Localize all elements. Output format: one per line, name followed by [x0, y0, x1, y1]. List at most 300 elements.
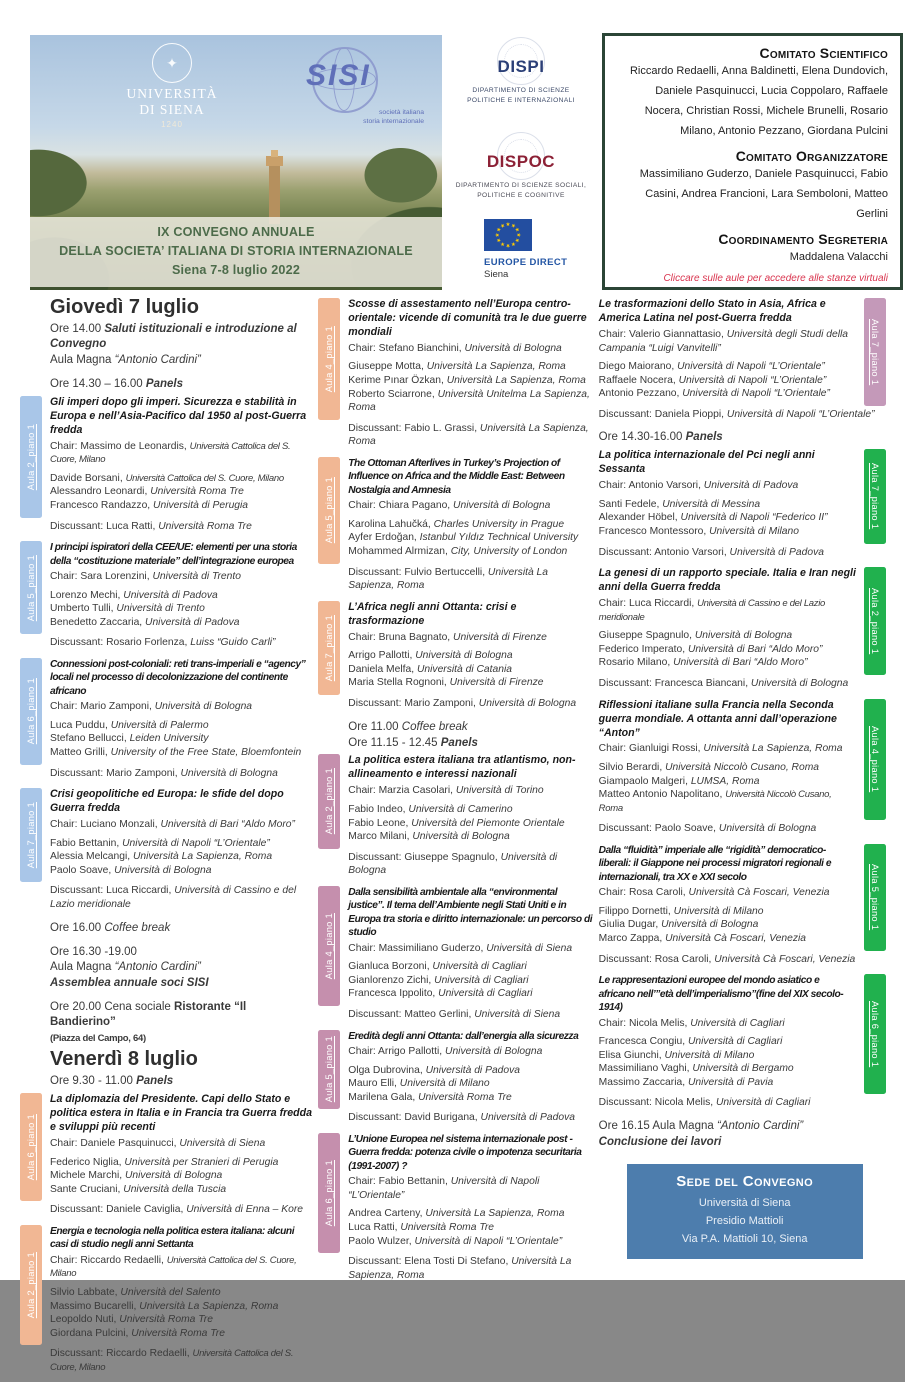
- session-speaker: [348, 649, 593, 663]
- person-affiliation: Università di Bari “Aldo Moro”: [687, 643, 823, 655]
- person-name: Fabio Indeo,: [348, 804, 409, 815]
- person-name: Filippo Dornetti,: [598, 905, 674, 917]
- session-discussant: [599, 408, 886, 422]
- person-affiliation: University of the Free State, Bloemfontein: [110, 747, 302, 759]
- session-body: [599, 699, 856, 821]
- person-affiliation: Università di Cagliari: [434, 974, 529, 986]
- person-name: Kerime Pınar Özkan,: [348, 375, 447, 387]
- session-row: [599, 699, 886, 821]
- aula-tab[interactable]: [20, 396, 42, 518]
- person-name: Massimo de Leonardis,: [80, 440, 190, 452]
- session-speakers: [348, 803, 593, 844]
- session-body: [50, 658, 313, 765]
- person-name: Umberto Tulli,: [50, 603, 117, 615]
- person-affiliation: Università di Bologna: [180, 767, 278, 779]
- person-name: Luca Ratti,: [348, 1222, 401, 1234]
- person-affiliation: Università Cà Foscari, Venezia: [714, 953, 856, 965]
- person-name: Raffaele Nocera,: [598, 374, 679, 386]
- session-row: [20, 1093, 313, 1201]
- person-name: Mohammed Alrmizan,: [348, 546, 451, 558]
- session-speaker: [50, 719, 313, 733]
- person-name: Fabio Bettanin,: [378, 1176, 451, 1188]
- person-affiliation: Università Niccolò Cusano, Roma: [665, 762, 820, 774]
- person-affiliation: Università di Catania: [416, 663, 512, 675]
- aula-tab[interactable]: [318, 754, 340, 848]
- committee-members: Maddalena Valacchi: [789, 251, 888, 264]
- program-line-part: Ore 14.00: [50, 323, 105, 335]
- aula-tab-label: Aula 4_piano 1: [870, 726, 880, 793]
- person-affiliation: Università di Bologna: [415, 650, 513, 662]
- session-speakers: [599, 360, 856, 401]
- session-title: La politica internazionale del Pci negli anni Sessanta: [598, 449, 815, 476]
- person-prefix: Discussant:: [598, 408, 655, 420]
- title-banner: [30, 217, 442, 287]
- person-name: Olga Dubrovina,: [348, 1064, 426, 1076]
- person-affiliation: Università di Enna – Kore: [186, 1204, 303, 1216]
- person-affiliation: Università di Milano: [399, 1078, 490, 1090]
- program-line-part: Ore 11.15 - 12.45: [348, 736, 441, 749]
- aula-tab-label: Aula 2_piano 1: [324, 768, 335, 835]
- committee-box: [602, 33, 903, 290]
- person-prefix: Discussant:: [348, 1009, 405, 1021]
- session-chair: [599, 597, 856, 624]
- dispoc-name: DISPOC: [486, 151, 556, 171]
- person-prefix: Discussant:: [348, 1256, 405, 1268]
- person-affiliation: Università di Siena: [474, 1009, 561, 1021]
- person-affiliation: Università di Camerino: [408, 804, 513, 815]
- session-chair: [599, 886, 856, 900]
- session-chair: [348, 342, 593, 356]
- person-affiliation: Università di Padova: [480, 1112, 575, 1124]
- person-name: Gianlorenzo Zichi,: [348, 974, 435, 986]
- session-speaker: [599, 498, 856, 512]
- session-discussant: [348, 851, 593, 878]
- person-name: Luca Puddu,: [50, 719, 111, 731]
- committee-title: Coordinamento Segreteria: [718, 231, 888, 248]
- session-discussant: [348, 422, 593, 449]
- sisi-caption-line2: storia internazionale: [363, 117, 424, 125]
- program-line-part: Ore 16.15 Aula Magna: [598, 1120, 717, 1133]
- aula-tab[interactable]: [318, 886, 340, 1006]
- session-discussant: [50, 884, 313, 911]
- program-line: [50, 377, 313, 392]
- person-affiliation: Università La Sapienza, Roma: [348, 566, 549, 592]
- venue-box: [627, 1164, 863, 1259]
- europe-direct-logo: [442, 219, 600, 280]
- dispoc-caption: [442, 181, 600, 201]
- person-affiliation: Università di Cagliari: [432, 961, 527, 973]
- eu-star-icon: ★: [495, 232, 501, 238]
- person-name: Antonio Pezzano,: [598, 388, 683, 400]
- person-affiliation: Università di Bologna: [718, 823, 817, 835]
- session-chair: [50, 818, 313, 832]
- session-discussant: [348, 566, 593, 593]
- aula-tab[interactable]: [318, 1030, 340, 1110]
- committee-title: Comitato Organizzatore: [735, 148, 888, 165]
- program-column-left: [20, 294, 313, 1382]
- person-prefix: Chair:: [348, 942, 379, 954]
- session-row: [318, 754, 593, 848]
- person-affiliation: Università di Bologna: [154, 701, 253, 713]
- aula-tab[interactable]: [318, 298, 340, 420]
- person-affiliation: Università La Sapienza, Roma: [348, 1256, 572, 1281]
- program-line-part: Saluti istituzionali e introduzione al Convegno: [50, 323, 297, 350]
- session-row: [599, 844, 886, 951]
- session-discussant: [599, 677, 886, 691]
- program-line: [50, 1074, 313, 1089]
- program-line: [599, 1119, 886, 1134]
- unisi-seal-icon: ✦: [152, 43, 192, 83]
- session: [599, 844, 886, 966]
- session: [318, 601, 593, 711]
- person-name: Paolo Soave,: [654, 823, 719, 835]
- session-title: L’Unione Europea nel sistema internazionale post - Guerra fredda: potenza civile o impotenza securitaria (1991-2007) ?: [348, 1133, 582, 1172]
- person-name: Giuseppe Spagnulo,: [598, 630, 695, 642]
- person-prefix: Discussant:: [50, 885, 107, 897]
- person-affiliation: Università di Bologna: [661, 919, 759, 931]
- session-chair: [348, 1175, 593, 1202]
- session-discussant: [348, 697, 593, 711]
- aula-tab[interactable]: [864, 974, 886, 1094]
- session-speakers: [50, 1156, 313, 1197]
- session-title: La genesi di un rapporto speciale. Italia e Iran negli anni della Guerra fredda: [598, 567, 856, 594]
- person-prefix: Discussant:: [348, 422, 405, 434]
- session-body: [50, 1093, 313, 1201]
- person-affiliation: Università La Sapienza, Roma: [703, 743, 843, 755]
- aula-tab[interactable]: [20, 541, 42, 634]
- person-affiliation: Università Cattolica del S. Cuore, Milano: [50, 1254, 297, 1280]
- person-name: Diego Maiorano,: [598, 361, 678, 373]
- session-discussant: [50, 1347, 313, 1374]
- person-name: Riccardo Redaelli,: [80, 1254, 167, 1266]
- aula-tab[interactable]: [20, 1093, 42, 1201]
- person-affiliation: Università di Cagliari: [690, 1017, 785, 1029]
- aula-tab[interactable]: [864, 449, 886, 543]
- session-speaker: [50, 746, 313, 760]
- person-affiliation: Università di Bergamo: [692, 1063, 794, 1075]
- person-affiliation: LUMSA, Roma: [690, 775, 760, 787]
- person-affiliation: Università di Trento: [116, 603, 205, 615]
- person-affiliation: Università di Padova: [123, 589, 218, 601]
- person-prefix: Chair:: [598, 1017, 629, 1029]
- person-name: Gianluca Borzoni,: [348, 961, 433, 973]
- program-line-part: Ristorante “Il Bandierino”: [50, 1001, 247, 1029]
- aula-tab-label: Aula 5_piano 1: [26, 554, 36, 621]
- session-speaker: [348, 817, 593, 831]
- person-affiliation: Università di Napoli “L’Orientale”: [122, 837, 270, 849]
- person-name: Sante Cruciani,: [50, 1183, 124, 1195]
- person-name: Luca Riccardi,: [106, 885, 175, 897]
- session-body: [348, 886, 593, 1006]
- program-line-part: Conclusione dei lavori: [598, 1135, 722, 1148]
- person-name: Benedetto Zaccaria,: [50, 616, 146, 628]
- aula-tab[interactable]: [318, 457, 340, 564]
- person-affiliation: Luiss “Guido Carli”: [190, 637, 276, 649]
- person-affiliation: Università di Napoli “L’Orientale”: [682, 388, 830, 400]
- person-name: Federico Imperato,: [598, 643, 688, 655]
- session-title: La diplomazia del Presidente. Capi dello Stato e politica estera in Italia e in Francia tra Guerra fredda e sviluppi più recenti: [50, 1093, 312, 1134]
- session-speaker: [348, 1077, 593, 1091]
- person-affiliation: Università del Salento: [120, 1286, 221, 1298]
- aula-tab-label: Aula 2_piano 1: [870, 587, 880, 655]
- session-chair: [50, 1137, 313, 1151]
- program-column-middle: [318, 294, 593, 1382]
- person-name: Elisa Giunchi,: [598, 1049, 665, 1061]
- session: [599, 298, 886, 421]
- person-prefix: Discussant:: [598, 1097, 655, 1109]
- session-chair: [348, 1045, 593, 1059]
- session-body: [599, 298, 856, 406]
- person-affiliation: Università di Milano: [709, 526, 799, 538]
- person-name: Massimo Zaccaria,: [598, 1076, 688, 1088]
- person-name: Leopoldo Nuti,: [50, 1314, 120, 1326]
- dispoc-logo: [442, 130, 600, 201]
- session-title: Dalla “fluidità” imperiale alle “rigidità” democratico-liberali: il Giappone nei processi migratori regionali e internazionali, tra XX e XXI secolo: [598, 844, 832, 883]
- person-affiliation: Università La Sapienza, Roma: [132, 851, 273, 863]
- session-speaker: [50, 472, 313, 486]
- person-affiliation: Università di Siena: [486, 942, 573, 954]
- session-speaker: [50, 616, 313, 630]
- person-affiliation: Università La Sapienza, Roma: [425, 1208, 565, 1220]
- person-affiliation: Università Cà Foscari, Venezia: [665, 933, 807, 945]
- session-row: [599, 298, 886, 406]
- program-line: [50, 353, 313, 368]
- session-chair: [348, 499, 593, 513]
- person-affiliation: Università Roma Tre: [119, 1314, 213, 1326]
- banner-line2: DELLA SOCIETA’ ITALIANA DI STORIA INTERNAZIONALE: [59, 244, 413, 259]
- session-title: Le trasformazioni dello Stato in Asia, Africa e America Latina nel post-Guerra fredda: [598, 298, 826, 324]
- eu-star-icon: ★: [505, 221, 511, 228]
- venue-line: Presidio Mattioli: [705, 1215, 784, 1228]
- person-prefix: Discussant:: [598, 678, 655, 689]
- session: [318, 298, 593, 449]
- aula-tab[interactable]: [864, 298, 886, 406]
- person-name: Fabio Bettanin,: [50, 837, 123, 849]
- person-name: Karolina Lahučká,: [348, 518, 434, 530]
- session-title: Dalla sensibilità ambientale alla “environmental justice”. Il tema dell’Ambiente negli Stati Uniti e in Europa tra storia e diritto internazionale: un percorso di studio: [348, 886, 593, 939]
- session-speakers: [348, 649, 593, 690]
- aula-tab-label: Aula 7_piano 1: [324, 614, 335, 682]
- session-speaker: [599, 374, 856, 388]
- session-speaker: [599, 1049, 856, 1063]
- session-speakers: [599, 498, 856, 539]
- person-prefix: Chair:: [348, 342, 379, 354]
- program-line: [50, 976, 313, 991]
- person-affiliation: Università del Piemonte Orientale: [411, 817, 565, 829]
- program-line-part: Panels: [685, 431, 723, 444]
- person-name: Ayfer Erdoğan,: [348, 532, 420, 544]
- person-prefix: Chair:: [348, 785, 379, 797]
- session-title: La politica estera italiana tra atlantismo, non-allineamento e interessi nazionali: [348, 754, 576, 781]
- session-speaker: [599, 1035, 856, 1049]
- banner-line3: Siena 7-8 luglio 2022: [171, 263, 301, 278]
- person-affiliation: Università Cà Foscari, Venezia: [688, 887, 830, 899]
- program-line: [50, 945, 313, 960]
- person-name: Paolo Wulzer,: [348, 1235, 415, 1247]
- session-speaker: [50, 1169, 313, 1183]
- aula-tab[interactable]: [864, 567, 886, 675]
- sisi-caption: [363, 109, 424, 127]
- eu-star-icon: ★: [499, 222, 507, 230]
- program-line: [599, 430, 886, 445]
- session-chair: [50, 440, 313, 467]
- aula-tab-label: Aula 6_piano 1: [26, 1114, 36, 1181]
- program-column-right: [599, 294, 886, 1382]
- program-line: [50, 960, 313, 975]
- session-row: [318, 601, 593, 695]
- aula-tab[interactable]: [864, 699, 886, 821]
- aula-tab[interactable]: [20, 1225, 42, 1345]
- session-speaker: [348, 974, 593, 988]
- aula-tab[interactable]: [20, 658, 42, 765]
- session-speaker: [50, 864, 313, 878]
- session-speakers: [50, 837, 313, 878]
- person-affiliation: Università di Firenze: [453, 631, 547, 643]
- session-speaker: [599, 932, 856, 946]
- person-affiliation: Università di Messina: [662, 498, 761, 510]
- person-affiliation: Università Cattolica del S. Cuore, Milano: [50, 440, 291, 466]
- session-speakers: [50, 589, 313, 630]
- session: [318, 754, 593, 877]
- session-speakers: [348, 518, 593, 559]
- person-name: Antonio Varsori,: [654, 546, 730, 558]
- person-affiliation: Università di Padova: [425, 1064, 520, 1076]
- program-line-part: Aula Magna: [50, 961, 115, 974]
- person-affiliation: Università di Bologna: [412, 831, 510, 843]
- aula-tab[interactable]: [318, 1133, 340, 1253]
- session-speakers: [599, 905, 856, 946]
- session-chair: [50, 700, 313, 714]
- person-affiliation: Università di Cagliari: [716, 1097, 811, 1109]
- person-affiliation: Charles University in Prague: [433, 518, 565, 530]
- session-speaker: [348, 1221, 593, 1235]
- person-prefix: Discussant:: [348, 1112, 405, 1124]
- person-prefix: Discussant:: [50, 767, 107, 779]
- person-affiliation: Università Unitelma La Sapienza, Roma: [348, 388, 590, 414]
- session-discussant: [599, 953, 886, 967]
- person-prefix: Chair:: [598, 887, 629, 899]
- session-speakers: [348, 360, 593, 414]
- session-speaker: [599, 525, 856, 539]
- person-affiliation: Università di Napoli “L’Orientale”: [726, 408, 875, 420]
- session-row: [318, 1133, 593, 1253]
- person-name: Silvio Labbate,: [50, 1286, 121, 1298]
- session-chair: [348, 784, 593, 798]
- person-name: Daniele Pasquinucci,: [80, 1137, 180, 1149]
- person-name: Luca Ratti,: [106, 520, 159, 532]
- person-name: Massimiliano Guderzo,: [378, 942, 487, 954]
- person-prefix: Discussant:: [598, 953, 655, 965]
- person-prefix: Discussant:: [50, 637, 107, 649]
- person-affiliation: Università Roma Tre: [418, 1091, 512, 1103]
- person-name: Valerio Giannattasio,: [629, 328, 727, 340]
- session-row: [20, 1225, 313, 1345]
- person-affiliation: Università di Bari “Aldo Moro”: [673, 657, 808, 669]
- person-affiliation: Università La Sapienza, Roma: [139, 1300, 279, 1312]
- session-speaker: [599, 511, 856, 525]
- committee-members: Riccardo Redaelli, Anna Baldinetti, Elena Dundovich, Daniele Pasquinucci, Lucia Coppolaro, Raffaele Nocera, Christian Rossi, Michele Brunelli, Rosario Milano, Antonio Pezzano, Giordana Pulcini: [629, 65, 888, 138]
- person-name: Giuseppe Motta,: [348, 361, 427, 373]
- session-speaker: [348, 1064, 593, 1078]
- person-name: Francesca Biancani,: [654, 678, 751, 689]
- session-speakers: [348, 960, 593, 1001]
- session-speaker: [50, 1313, 313, 1327]
- person-name: Giordana Pulcini,: [50, 1327, 132, 1339]
- aula-tab[interactable]: [318, 601, 340, 695]
- person-prefix: Discussant:: [50, 1348, 107, 1360]
- person-name: Luciano Monzali,: [80, 819, 161, 831]
- person-affiliation: Università di Trento: [152, 571, 241, 583]
- eu-star-icon: ★: [505, 241, 511, 248]
- dispoc-caption-line1: DIPARTIMENTO DI SCIENZE SOCIALI,: [455, 181, 587, 189]
- session-title: Le rappresentazioni europee del mondo asiatico e africano nell’”età dell’imperialismo”(fine del XIX secolo-1914): [598, 975, 844, 1014]
- unisi-logo-year: 1240: [161, 120, 183, 129]
- person-prefix: Chair:: [348, 1046, 379, 1058]
- session-body: [348, 1030, 593, 1110]
- session-discussant: [599, 822, 886, 836]
- session-speaker: [348, 545, 593, 559]
- eu-star-icon: ★: [509, 239, 517, 248]
- aula-tab[interactable]: [864, 844, 886, 951]
- session-title: Riflessioni italiane sulla Francia nella Seconda guerra mondiale. A ottanta anni dall’operazione “Anton”: [598, 698, 837, 739]
- europe-direct-place: Siena: [484, 268, 509, 280]
- aula-tab-label: Aula 7_piano 1: [26, 802, 36, 869]
- session-speaker: [50, 589, 313, 603]
- unisi-logo: [92, 43, 252, 129]
- person-name: Nicola Melis,: [629, 1017, 691, 1029]
- person-name: Rosa Caroli,: [654, 953, 715, 965]
- session-title: Connessioni post-coloniali: reti trans-imperiali e “agency” locali nel processo di decolonizzazione del continente africano: [50, 658, 306, 697]
- session-speaker: [599, 905, 856, 919]
- session: [599, 449, 886, 559]
- session: [318, 886, 593, 1022]
- program-line: [50, 921, 313, 936]
- person-name: Mario Zamponi,: [106, 767, 181, 779]
- unisi-logo-line2: DI SIENA: [139, 102, 205, 117]
- aula-tab-label: Aula 5_piano 1: [324, 1036, 335, 1103]
- person-affiliation: Università di Bologna: [750, 678, 849, 689]
- aula-tab[interactable]: [20, 788, 42, 882]
- person-affiliation: Università di Cassino e del Lazio meridionale: [50, 885, 297, 910]
- session-body: [348, 754, 593, 848]
- session-speaker: [348, 360, 593, 374]
- session-speaker: [50, 1286, 313, 1300]
- person-name: Fabio Leone,: [348, 817, 412, 829]
- aula-tab-label: Aula 2_piano 1: [26, 1251, 36, 1319]
- person-affiliation: Università di Milano: [673, 905, 764, 917]
- eu-star-icon: ★: [509, 222, 517, 230]
- session-discussant: [50, 767, 313, 781]
- person-prefix: Chair:: [598, 480, 629, 492]
- aula-tab-label: Aula 4_piano 1: [324, 912, 335, 980]
- program-line-part: Ore 20.00 Cena sociale: [50, 1001, 175, 1014]
- person-affiliation: Università La Sapienza, Roma: [446, 375, 586, 387]
- person-name: Nicola Melis,: [654, 1097, 716, 1109]
- program-line-part: Ore 16.30 -19.00: [50, 945, 137, 958]
- dispi-logo: [442, 35, 600, 106]
- person-name: Bruna Bagnato,: [378, 631, 454, 643]
- eu-flag-icon: [484, 219, 532, 251]
- person-name: Stefano Bianchini,: [378, 342, 465, 354]
- person-name: Francesco Randazzo,: [50, 499, 154, 511]
- person-affiliation: Università di Napoli “L’Orientale”: [348, 1176, 540, 1201]
- session-speaker: [599, 918, 856, 932]
- person-name: Elena Tosti Di Stefano,: [404, 1256, 512, 1268]
- session-speaker: [348, 388, 593, 415]
- program-line-part: Ore 11.00: [348, 720, 402, 733]
- person-affiliation: Università di Siena: [179, 1137, 266, 1149]
- session-speakers: [348, 1064, 593, 1105]
